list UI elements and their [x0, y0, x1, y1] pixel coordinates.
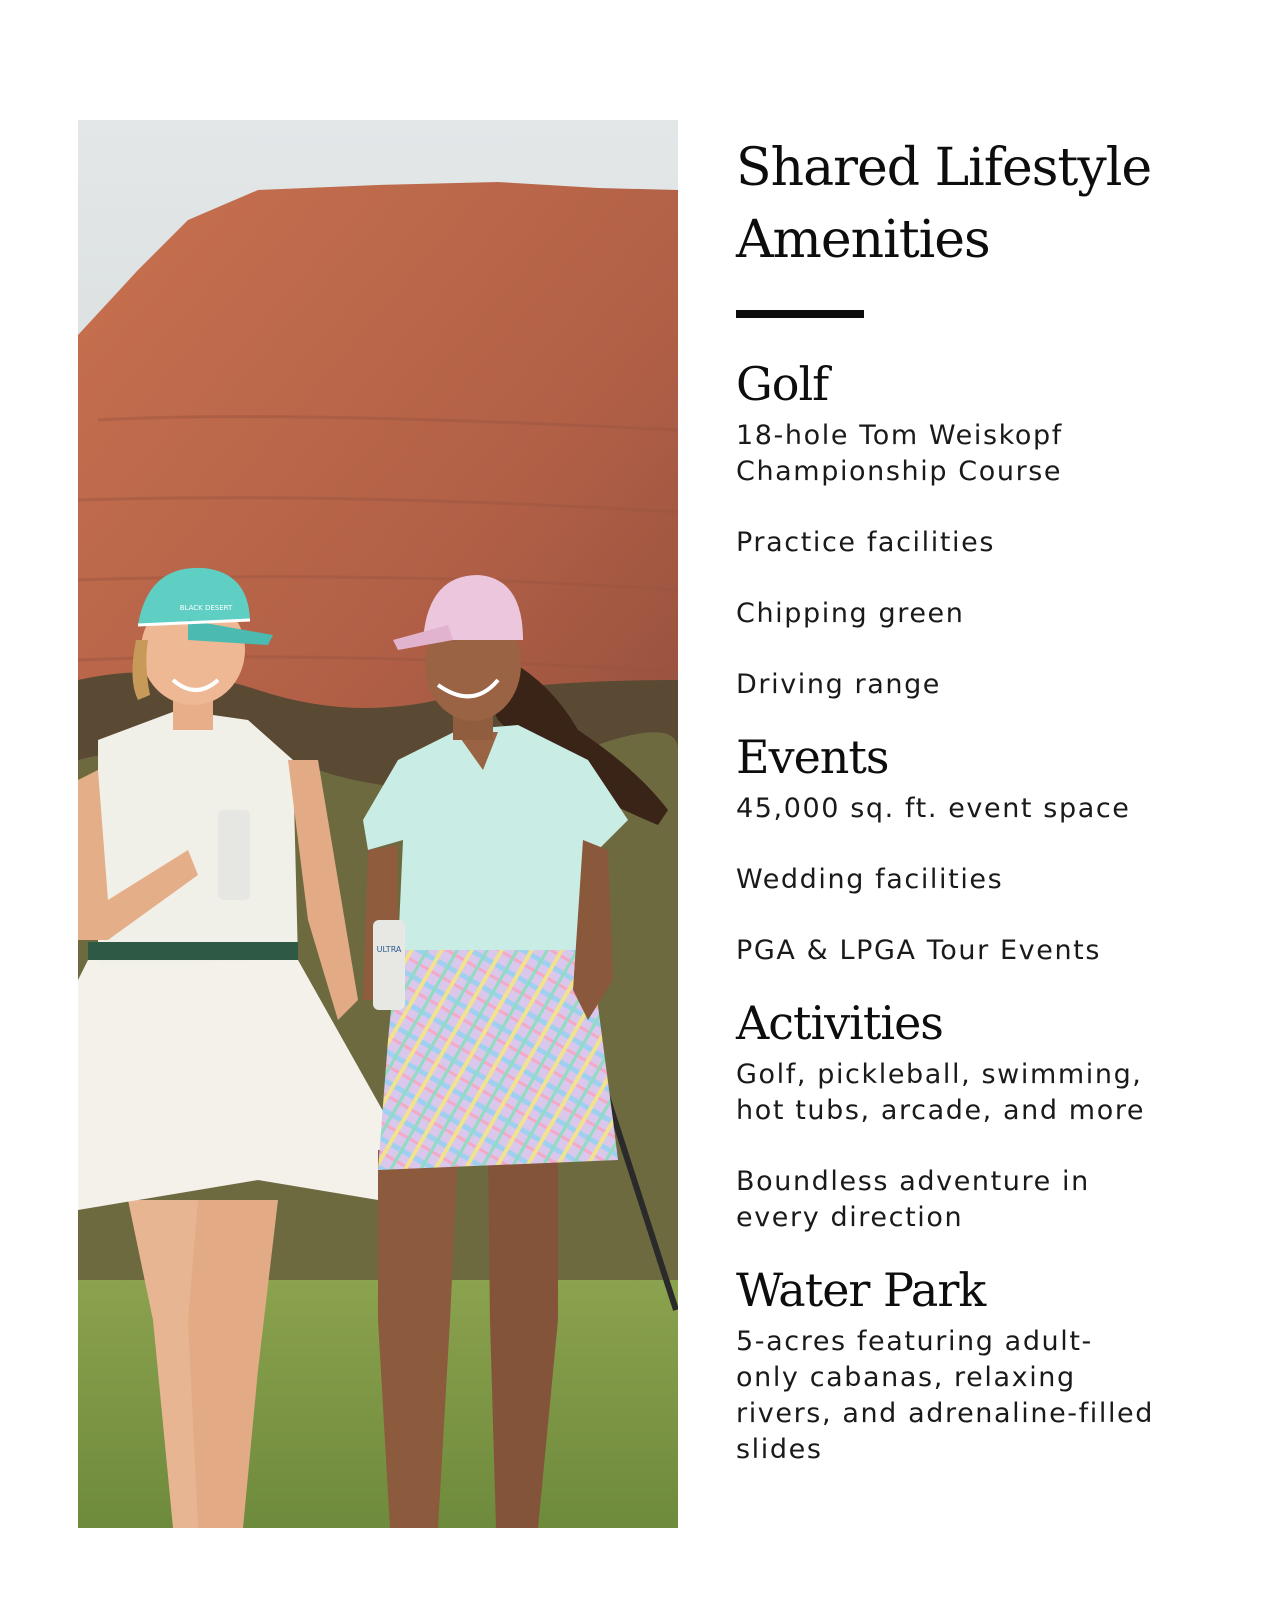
list-item: Chipping green: [736, 598, 965, 629]
section-events: [736, 729, 1236, 969]
can-text: ULTRA: [376, 945, 402, 954]
section-heading: Water Park: [736, 1263, 986, 1317]
section-heading: Activities: [736, 996, 943, 1050]
list-item: 45,000 sq. ft. event space: [736, 793, 1131, 824]
section-heading: Events: [736, 730, 889, 784]
page-title: Shared Lifestyle Amenities: [736, 138, 1152, 270]
list-item: PGA & LPGA Tour Events: [736, 935, 1102, 966]
list-item: Boundless adventure in every direction: [736, 1166, 1090, 1233]
list-item: 18-hole Tom Weiskopf Championship Course: [736, 420, 1063, 487]
list-item: Practice facilities: [736, 527, 995, 558]
section-golf: [736, 356, 1236, 703]
list-item: 5-acres featuring adult-only cabanas, relaxing rivers, and adrenaline-filled slides: [736, 1326, 1154, 1465]
section-activities: [736, 995, 1236, 1236]
list-item: Wedding facilities: [736, 864, 1004, 895]
section-water-park: [736, 1262, 1236, 1468]
cap-logo-text: BLACK DESERT: [179, 604, 233, 612]
list-item: Golf, pickleball, swimming, hot tubs, arcade, and more: [736, 1059, 1146, 1126]
hero-photo: [78, 120, 678, 1528]
golfers-illustration: [78, 120, 678, 1528]
amenities-panel: [736, 132, 1236, 1494]
section-heading: Golf: [736, 357, 829, 411]
title-divider: [736, 310, 864, 318]
list-item: Driving range: [736, 669, 942, 700]
